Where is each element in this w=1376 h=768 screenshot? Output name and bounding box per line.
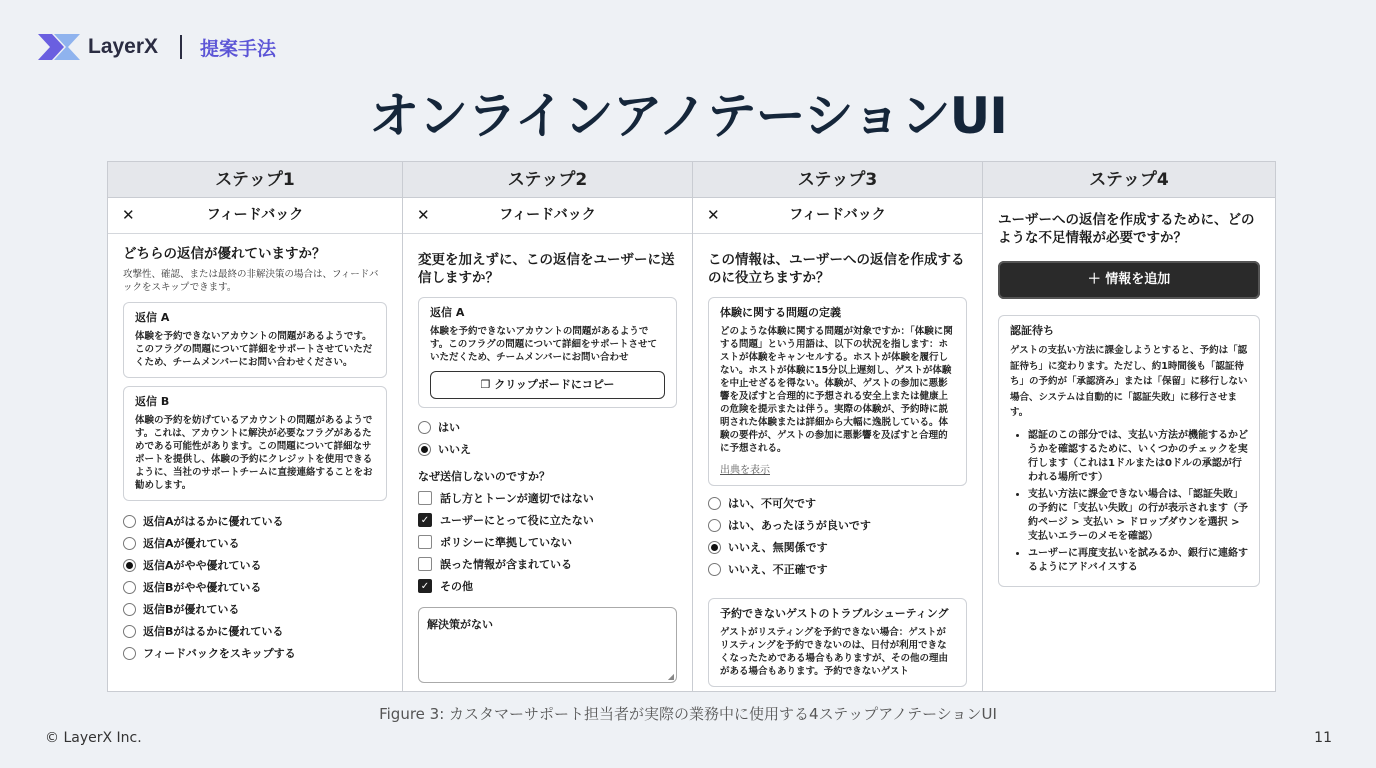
radio-button[interactable] bbox=[708, 519, 721, 532]
card-body: 体験を予約できないアカウントの問題があるようです。このフラグの問題について詳細をサポートさせていただくため、チームメンバーにお問い合わせください。 bbox=[135, 331, 373, 368]
checkbox-checked[interactable]: ✓ bbox=[418, 513, 432, 527]
knowledge-card-2 bbox=[708, 598, 967, 687]
feedback-title: フィードバック bbox=[206, 207, 304, 223]
radio-option[interactable] bbox=[708, 514, 967, 536]
radio-option[interactable] bbox=[708, 536, 967, 558]
radio-button-selected[interactable] bbox=[418, 443, 431, 456]
feedback-title: フィードバック bbox=[499, 207, 596, 223]
step-4-column bbox=[983, 162, 1275, 691]
radio-button[interactable] bbox=[123, 515, 136, 528]
option-label: 返信Aが優れている bbox=[143, 537, 240, 550]
option-label: 返信Aがやや優れている bbox=[143, 559, 262, 572]
question: どちらの返信が優れていますか？ bbox=[123, 246, 326, 262]
option-label: 返信Bが優れている bbox=[143, 603, 240, 616]
feedback-bar bbox=[693, 198, 982, 234]
radio-option[interactable] bbox=[123, 532, 387, 554]
radio-button[interactable] bbox=[708, 563, 721, 576]
page-title: オンラインアノテーションUI bbox=[369, 87, 1007, 145]
bullet-item: • 認証のこの部分では、支払い方法が機能するかどうかを確認するために、いくつかのチェックを実行します（これは1ドルまたは0ドルの承認が行われる場所です） bbox=[1028, 429, 1248, 485]
checkbox-option[interactable] bbox=[418, 509, 677, 531]
checkbox-option[interactable] bbox=[418, 531, 677, 553]
option-label: 返信Aがはるかに優れている bbox=[143, 515, 284, 528]
option-label: ポリシーに準拠していない bbox=[440, 536, 572, 549]
radio-option[interactable] bbox=[123, 620, 387, 642]
radio-button-selected[interactable] bbox=[123, 559, 136, 572]
card-body: どのような体験に関する問題が対象ですか：「体験に関する問題」という用語は、以下の状況を指します：ホストが体験をキャンセルする。ホストが体験を履行しない。ホストが体験に15分以上遅刻し、ゲストが体験を中止せざるを得ない。体験が、ゲストの参加に悪影響を及ぼすと合理的に予想される安全上または健康上の危険を提示または伴う。実際の体験が、予約時に説明された体験または詳細から大幅に逸脱している。体験の要件が、ゲストの参加に悪影響を及ぼすと合理的に予想される。 bbox=[720, 326, 953, 454]
feedback-title: フィードバック bbox=[789, 207, 886, 223]
checkbox-option[interactable] bbox=[418, 575, 677, 597]
bullet-item: • 支払い方法に課金できない場合は、「認証失敗」の予約に「支払い失敗」の行が表示されます（予約ページ > 支払い > ドロップダウンを選択 > 支払いエラーのメモを確認） bbox=[1028, 488, 1248, 544]
radio-option[interactable] bbox=[123, 598, 387, 620]
card-body: ゲストの支払い方法に課金しようとすると、予約は「認証待ち」に変わります。ただし、約1時間後も「認証待ち」の予約が「承認済み」または「保留」に移行しない場合、システムは自動的に「認証失敗」に移行させます。 bbox=[1010, 345, 1248, 418]
option-label: フィードバックをスキップする bbox=[143, 647, 296, 660]
card-title: 返信 A bbox=[135, 311, 170, 324]
card-body: 体験の予約を妨げているアカウントの問題があるようです。これは、アカウントに解決が必要なフラグがあるためである可能性があります。この問題について詳細なサポートを提供し、体験の予約にクレジットを使用できるように、当社のサポートチームに直接連絡することをお勧めします。 bbox=[135, 415, 373, 491]
copy-label: クリップボードにコピー bbox=[494, 378, 615, 391]
brand-divider bbox=[180, 35, 182, 59]
radio-button[interactable] bbox=[123, 625, 136, 638]
checkbox-option[interactable] bbox=[418, 553, 677, 575]
close-icon[interactable]: ✕ bbox=[417, 206, 430, 224]
layerx-logo-icon bbox=[38, 34, 80, 60]
card-title: 予約できないゲストのトラブルシューティング bbox=[720, 607, 949, 620]
option-label: 返信Bがやや優れている bbox=[143, 581, 262, 594]
figure-caption: Figure 3: カスタマーサポート担当者が実際の業務中に使用する4ステップアノテーションUI bbox=[379, 705, 997, 723]
feedback-bar bbox=[108, 198, 402, 234]
option-label: その他 bbox=[440, 580, 473, 593]
knowledge-card bbox=[708, 297, 967, 486]
question-subtext: 攻撃性、確認、または最終の非解決策の場合は、フィードバックをスキップできます。 bbox=[123, 269, 379, 293]
reply-b-card bbox=[123, 386, 387, 501]
step-2-column bbox=[403, 162, 693, 691]
close-icon[interactable]: ✕ bbox=[707, 206, 720, 224]
radio-option[interactable] bbox=[418, 438, 677, 460]
reason-textarea[interactable] bbox=[418, 607, 677, 683]
radio-option[interactable] bbox=[123, 576, 387, 598]
clipboard-icon: ❐ bbox=[480, 378, 491, 391]
card-body: 体験を予約できないアカウントの問題があるようです。このフラグの問題について詳細をサポートさせていただくため、チームメンバーにお問い合わせ bbox=[430, 326, 658, 363]
radio-button[interactable] bbox=[123, 581, 136, 594]
usefulness-options bbox=[708, 492, 967, 580]
radio-button[interactable] bbox=[418, 421, 431, 434]
reason-checkboxes bbox=[418, 487, 677, 597]
radio-button[interactable] bbox=[123, 647, 136, 660]
step-header: ステップ1 bbox=[108, 162, 402, 198]
option-label: いいえ bbox=[438, 443, 471, 456]
copy-to-clipboard-button[interactable] bbox=[430, 371, 665, 399]
card-title: 認証待ち bbox=[1010, 324, 1054, 337]
question: この情報は、ユーザーへの返信を作成するのに役立ちますか？ bbox=[708, 252, 965, 286]
radio-option[interactable] bbox=[123, 554, 387, 576]
checkbox[interactable] bbox=[418, 535, 432, 549]
card-title: 返信 A bbox=[430, 306, 465, 319]
card-title: 体験に関する問題の定義 bbox=[720, 306, 841, 319]
bullet-list bbox=[1010, 429, 1248, 575]
close-icon[interactable]: ✕ bbox=[122, 206, 135, 224]
option-label: いいえ、無関係です bbox=[728, 541, 828, 554]
textarea-value: 解決策がない bbox=[427, 618, 493, 631]
bullet-item: • ユーザーに再度支払いを試みるか、銀行に連絡するようにアドバイスする bbox=[1028, 547, 1248, 575]
step-header: ステップ4 bbox=[983, 162, 1275, 198]
steps-table bbox=[107, 161, 1276, 692]
step-1-column bbox=[108, 162, 403, 691]
card-body: ゲストがリスティングを予約できない場合：ゲストがリスティングを予約できないのは、日付が利用できなくなったためである場合もありますが、その他の理由がある場合もあります。予約できないゲスト bbox=[720, 627, 949, 677]
section-label: 提案手法 bbox=[200, 37, 277, 60]
question: 変更を加えずに、この返信をユーザーに送信しますか？ bbox=[418, 252, 675, 286]
radio-button-selected[interactable] bbox=[708, 541, 721, 554]
brand bbox=[38, 32, 276, 62]
why-question: なぜ送信しないのですか？ bbox=[418, 470, 550, 483]
option-label: いいえ、不正確です bbox=[728, 563, 828, 576]
radio-option[interactable] bbox=[123, 642, 387, 664]
radio-button[interactable] bbox=[708, 497, 721, 510]
copyright: © LayerX Inc. bbox=[45, 730, 142, 746]
radio-button[interactable] bbox=[123, 537, 136, 550]
step-header: ステップ3 bbox=[693, 162, 982, 198]
checkbox-option[interactable] bbox=[418, 487, 677, 509]
radio-button[interactable] bbox=[123, 603, 136, 616]
option-label: はい、あったほうが良いです bbox=[728, 519, 871, 532]
option-label: はい、不可欠です bbox=[728, 497, 816, 510]
option-label: ユーザーにとって役に立たない bbox=[440, 514, 594, 527]
checkbox-checked[interactable]: ✓ bbox=[418, 579, 432, 593]
radio-option[interactable] bbox=[708, 492, 967, 514]
question: ユーザーへの返信を作成するために、どのような不足情報が必要ですか？ bbox=[998, 212, 1255, 246]
add-info-button[interactable]: ＋ 情報を追加 bbox=[998, 261, 1260, 299]
brand-name: LayerX bbox=[88, 35, 159, 58]
view-source-link[interactable]: 出典を表示 bbox=[720, 465, 770, 476]
step-header: ステップ2 bbox=[403, 162, 692, 198]
option-label: 誤った情報が含まれている bbox=[440, 558, 572, 571]
option-label: 返信Bがはるかに優れている bbox=[143, 625, 284, 638]
radio-option[interactable] bbox=[123, 510, 387, 532]
resize-handle-icon[interactable]: ◢ bbox=[667, 672, 674, 681]
reply-a-card bbox=[123, 302, 387, 378]
step-3-column bbox=[693, 162, 983, 691]
radio-option[interactable] bbox=[418, 416, 677, 438]
reply-card bbox=[418, 297, 677, 408]
page-number: 11 bbox=[1314, 730, 1332, 746]
option-label: はい bbox=[438, 421, 460, 434]
preference-options bbox=[123, 510, 387, 664]
feedback-bar bbox=[403, 198, 692, 234]
checkbox[interactable] bbox=[418, 557, 432, 571]
card-title: 返信 B bbox=[135, 395, 170, 408]
checkbox[interactable] bbox=[418, 491, 432, 505]
info-card bbox=[998, 315, 1260, 587]
radio-option[interactable] bbox=[708, 558, 967, 580]
option-label: 話し方とトーンが適切ではない bbox=[440, 492, 594, 505]
send-options bbox=[418, 416, 677, 460]
